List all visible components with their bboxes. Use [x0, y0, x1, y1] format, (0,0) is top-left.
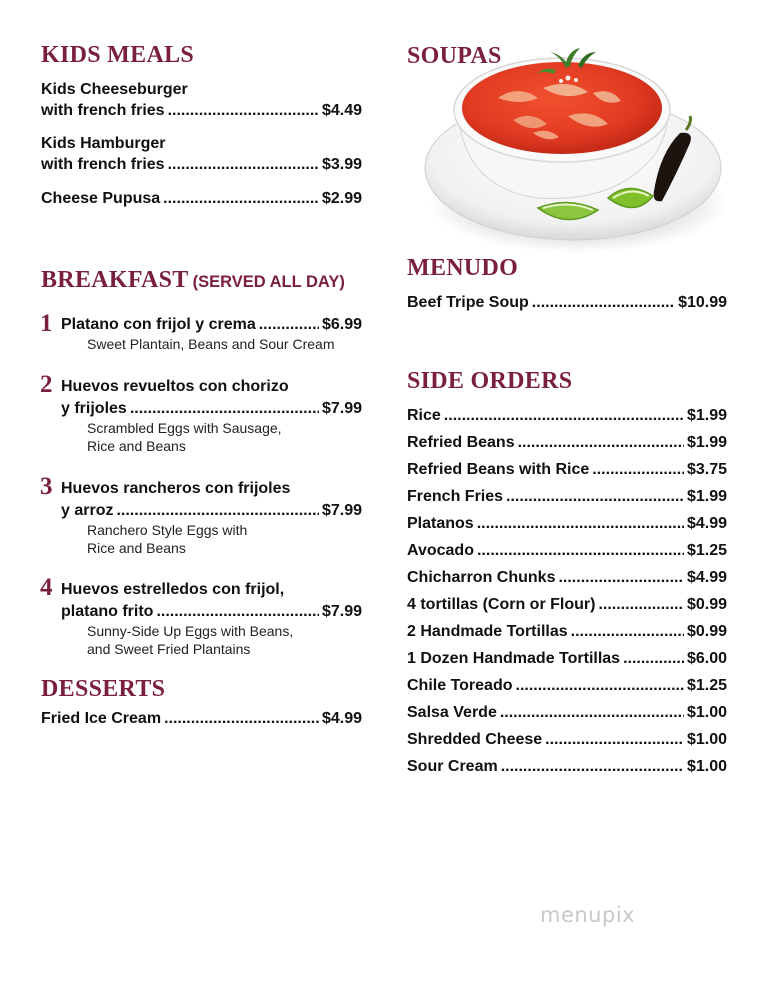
leader-dots	[592, 459, 684, 481]
item-name: with french fries	[41, 102, 165, 119]
menu-item-french-fries	[407, 486, 727, 508]
menu-item-salsa-verde	[407, 702, 727, 724]
item-name: y frijoles	[61, 400, 127, 417]
item-name: Avocado	[407, 542, 474, 559]
item-price: $1.99	[686, 434, 727, 451]
item-description: Rice and Beans	[87, 540, 186, 556]
leader-dots	[506, 486, 684, 508]
item-price: $0.99	[686, 623, 727, 640]
menu-item-refried-beans	[407, 432, 727, 454]
leader-dots	[532, 292, 675, 314]
item-price: $7.99	[321, 502, 362, 519]
item-name: Cheese Pupusa	[41, 190, 161, 207]
item-price: $2.99	[321, 190, 362, 207]
item-name: Platanos	[407, 515, 474, 532]
item-name: Fried Ice Cream	[41, 710, 162, 727]
item-name: Sour Cream	[407, 758, 498, 775]
leader-dots	[444, 405, 684, 427]
item-price: $7.99	[321, 400, 362, 417]
menu-item-breakfast-4	[61, 601, 362, 623]
kids-cheeseburger-name-line1: Kids Cheeseburger	[41, 81, 188, 98]
item-name: Beef Tripe Soup	[407, 294, 529, 311]
menu-item-2-handmade-tortillas	[407, 621, 727, 643]
item-price: $0.99	[686, 596, 727, 613]
item-description: Ranchero Style Eggs with	[87, 522, 248, 538]
breakfast-subheading: (SERVED ALL DAY)	[192, 273, 345, 291]
leader-dots	[558, 567, 683, 589]
menupix-watermark: menupix	[540, 903, 636, 927]
menu-item-sour-cream	[407, 756, 727, 778]
menu-item-rice	[407, 405, 727, 427]
leader-dots	[518, 432, 684, 454]
breakfast-number-4: 4	[40, 574, 53, 601]
item-price: $4.99	[686, 569, 727, 586]
item-description: Sweet Plantain, Beans and Sour Cream	[87, 336, 335, 352]
menu-item-avocado	[407, 540, 727, 562]
leader-dots	[168, 100, 319, 122]
menu-item-beef-tripe-soup	[407, 292, 727, 314]
item-price: $1.25	[686, 677, 727, 694]
item-name: with french fries	[41, 156, 165, 173]
item-price: $4.49	[321, 102, 362, 119]
leader-dots	[259, 314, 319, 336]
item-name: y arroz	[61, 502, 114, 519]
leader-dots	[501, 756, 684, 778]
menudo-soup-bowl-image	[418, 38, 728, 253]
leader-dots	[163, 188, 319, 210]
menu-item-platanos	[407, 513, 727, 535]
leader-dots	[130, 398, 319, 420]
item-name: Salsa Verde	[407, 704, 497, 721]
item-price: $3.75	[686, 461, 727, 478]
leader-dots	[164, 708, 319, 730]
item-name: 1 Dozen Handmade Tortillas	[407, 650, 621, 667]
item-price: $1.00	[686, 758, 727, 775]
item-price: $4.99	[321, 710, 362, 727]
item-name: Chile Toreado	[407, 677, 513, 694]
item-name: 2 Handmade Tortillas	[407, 623, 568, 640]
menudo-heading: MENUDO	[407, 255, 519, 281]
side-orders-heading: SIDE ORDERS	[407, 368, 573, 394]
item-price: $10.99	[678, 294, 727, 311]
breakfast-number-3: 3	[40, 473, 53, 500]
breakfast-heading	[41, 267, 345, 294]
menu-item-chicharron-chunks	[407, 567, 727, 589]
kids-hamburger-name-line1: Kids Hamburger	[41, 135, 166, 152]
breakfast-4-name-line1: Huevos estrelledos con frijol,	[61, 581, 285, 598]
leader-dots	[545, 729, 684, 751]
item-name: Refried Beans with Rice	[407, 461, 590, 478]
item-description: Rice and Beans	[87, 438, 186, 454]
item-price: $1.99	[686, 407, 727, 424]
item-name: Refried Beans	[407, 434, 515, 451]
item-name: Chicharron Chunks	[407, 569, 556, 586]
breakfast-number-2: 2	[40, 371, 53, 398]
menu-item-breakfast-1	[61, 314, 362, 336]
item-name: platano frito	[61, 603, 154, 620]
menu-item-fried-ice-cream	[41, 708, 362, 730]
soupas-heading: SOUPAS	[407, 43, 502, 69]
menu-item-chile-toreado	[407, 675, 727, 697]
item-price: $1.00	[686, 731, 727, 748]
item-price: $1.99	[686, 488, 727, 505]
item-name: 4 tortillas (Corn or Flour)	[407, 596, 596, 613]
leader-dots	[477, 540, 684, 562]
menu-item-kids-hamburger	[41, 154, 362, 176]
item-price: $4.99	[686, 515, 727, 532]
leader-dots	[116, 500, 318, 522]
leader-dots	[571, 621, 684, 643]
breakfast-3-name-line1: Huevos rancheros con frijoles	[61, 480, 291, 497]
leader-dots	[598, 594, 684, 616]
leader-dots	[168, 154, 319, 176]
menu-item-breakfast-2	[61, 398, 362, 420]
leader-dots	[156, 601, 319, 623]
desserts-heading: DESSERTS	[41, 676, 166, 702]
item-price: $6.00	[686, 650, 727, 667]
leader-dots	[500, 702, 684, 724]
item-description: Sunny-Side Up Eggs with Beans,	[87, 623, 294, 639]
menu-item-cheese-pupusa	[41, 188, 362, 210]
breakfast-2-name-line1: Huevos revueltos con chorizo	[61, 378, 289, 395]
item-name: Shredded Cheese	[407, 731, 543, 748]
menu-item-dozen-handmade-tortillas	[407, 648, 727, 670]
item-name: French Fries	[407, 488, 504, 505]
menu-item-refried-beans-with-rice	[407, 459, 727, 481]
menu-item-4-tortillas	[407, 594, 727, 616]
item-price: $1.25	[686, 542, 727, 559]
item-price: $6.99	[321, 316, 362, 333]
item-description: Scrambled Eggs with Sausage,	[87, 420, 282, 436]
item-price: $7.99	[321, 603, 362, 620]
leader-dots	[477, 513, 684, 535]
item-name: Rice	[407, 407, 441, 424]
item-description: and Sweet Fried Plantains	[87, 641, 251, 657]
kids-meals-heading: KIDS MEALS	[41, 42, 195, 68]
breakfast-number-1: 1	[40, 310, 53, 337]
breakfast-title: BREAKFAST	[41, 267, 189, 293]
leader-dots	[623, 648, 684, 670]
item-name: Platano con frijol y crema	[61, 316, 256, 333]
item-price: $1.00	[686, 704, 727, 721]
menu-item-shredded-cheese	[407, 729, 727, 751]
menu-item-breakfast-3	[61, 500, 362, 522]
menu-item-kids-cheeseburger	[41, 100, 362, 122]
leader-dots	[516, 675, 684, 697]
item-price: $3.99	[321, 156, 362, 173]
